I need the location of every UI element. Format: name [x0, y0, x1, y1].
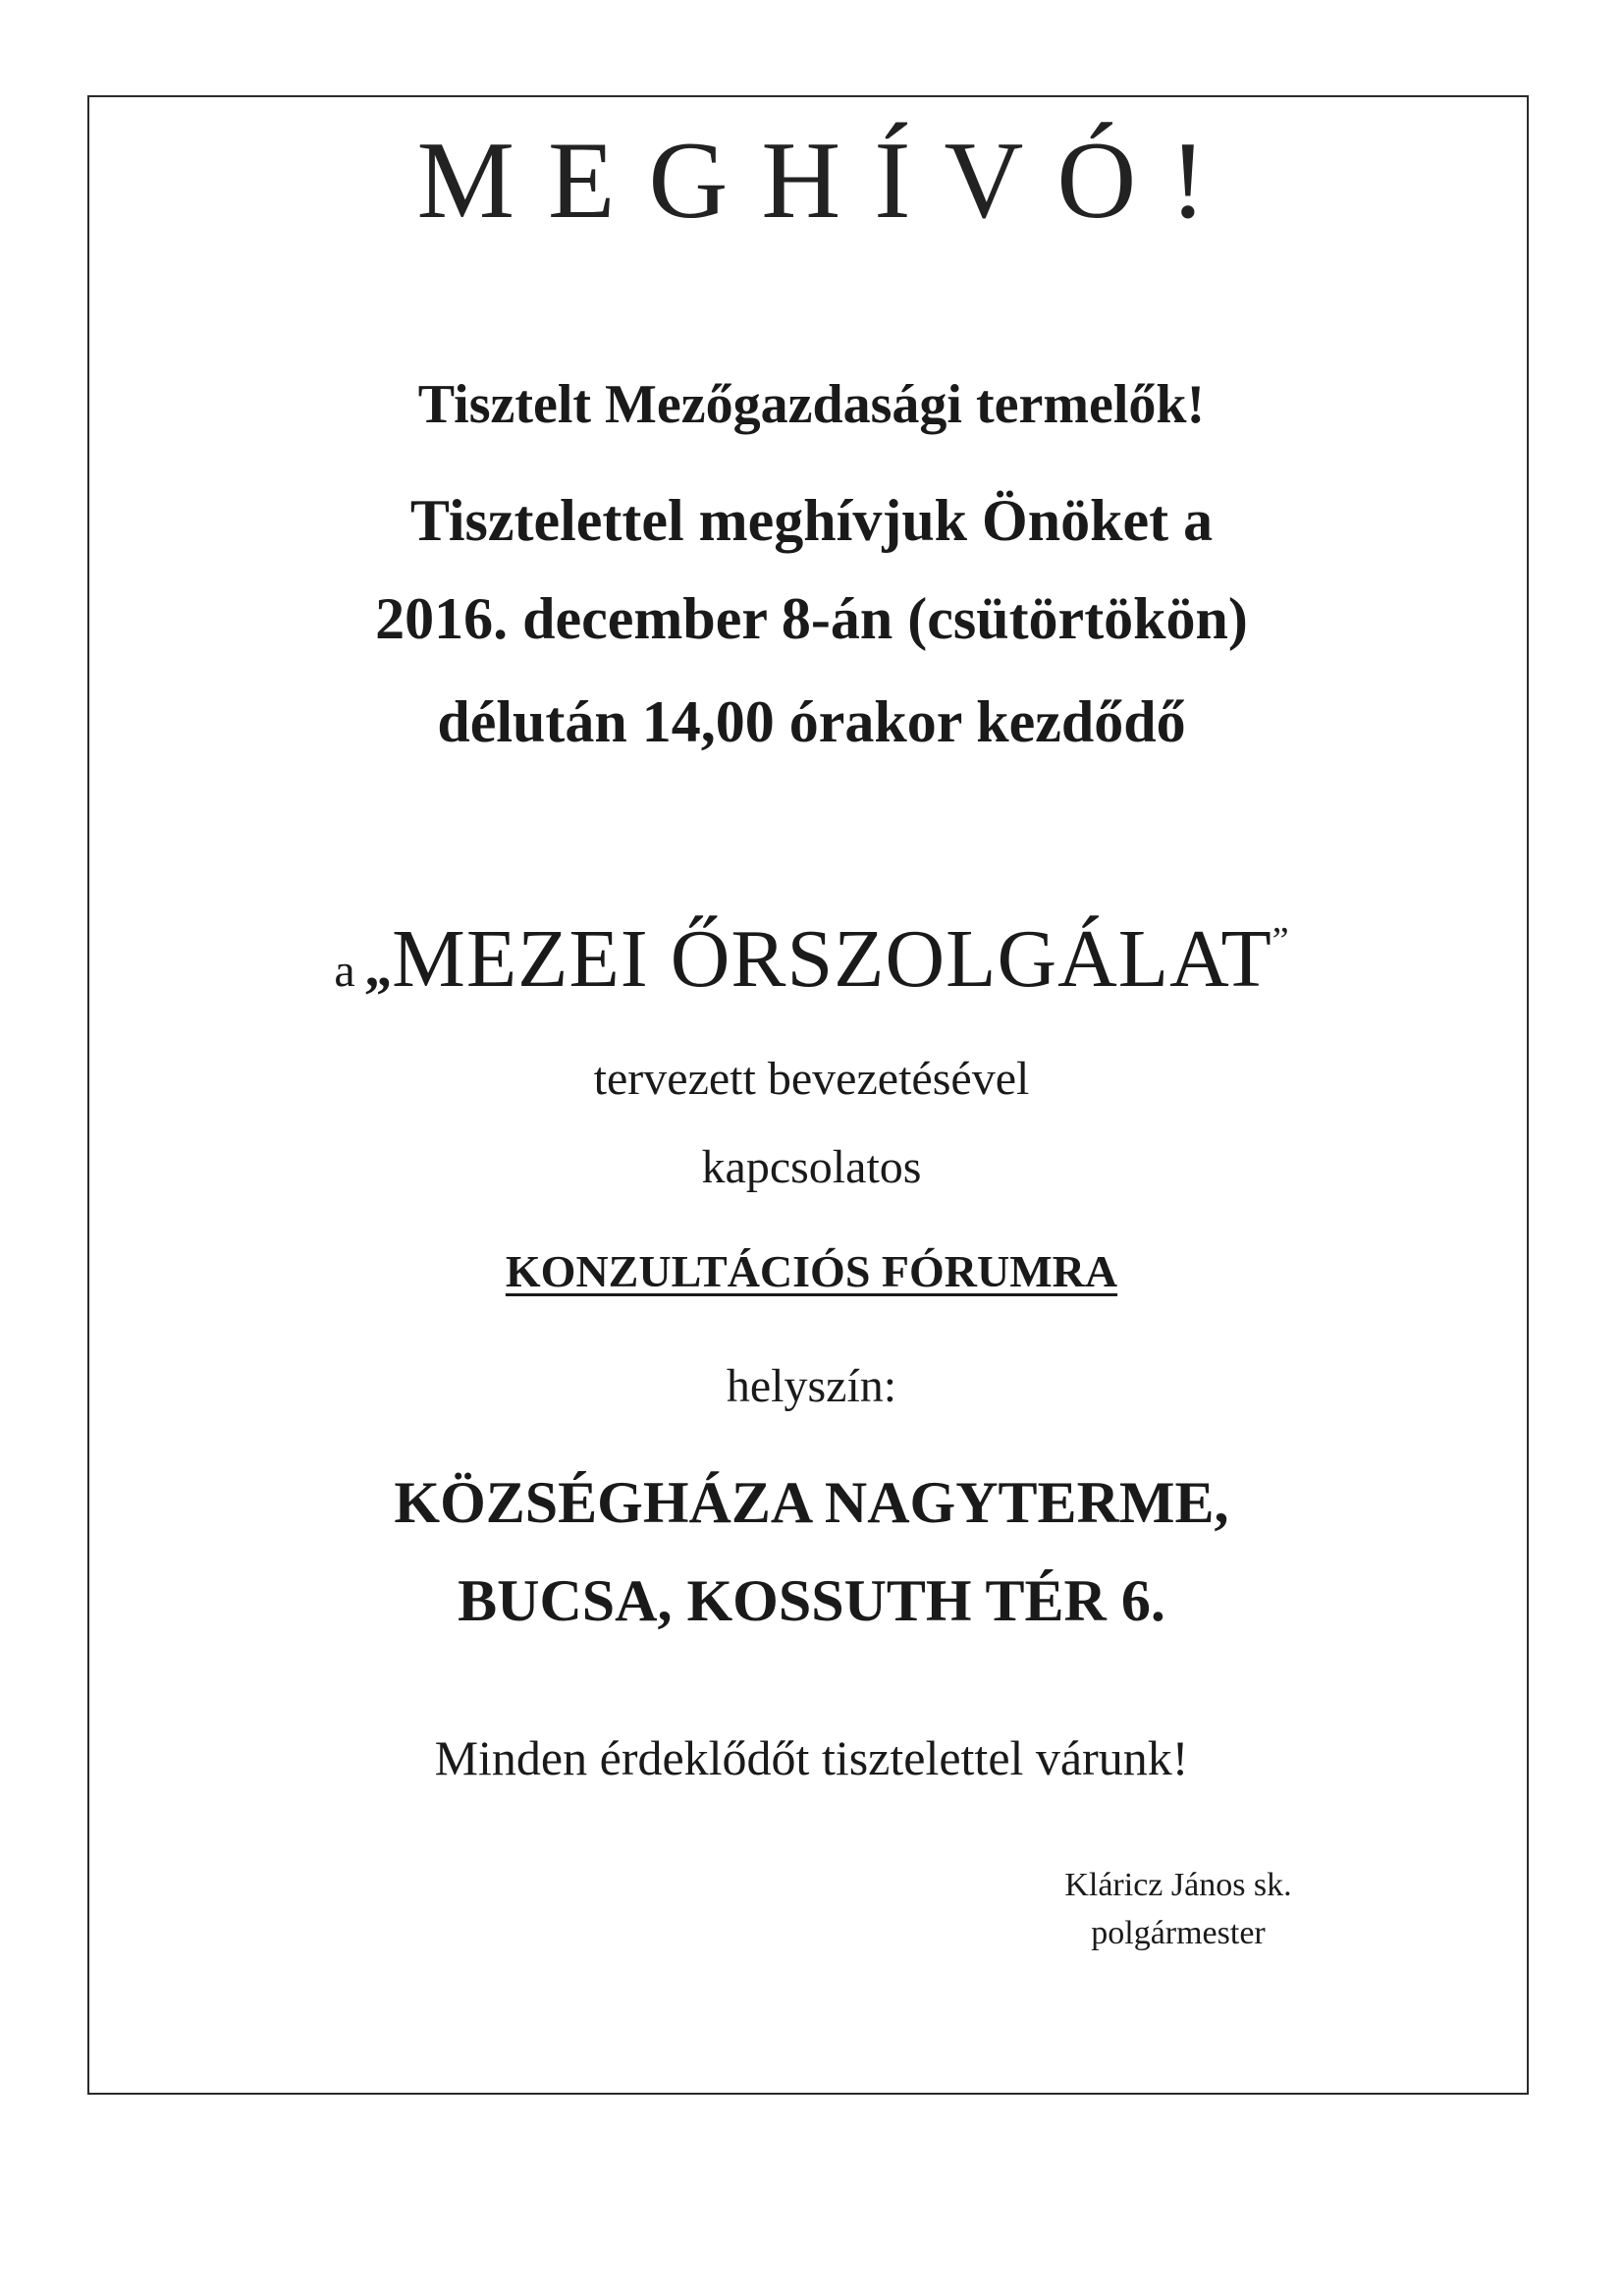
invitation-time: délután 14,00 órakor kezdődő — [437, 689, 1186, 754]
event-heading-text: KONZULTÁCIÓS FÓRUMRA — [505, 1246, 1118, 1296]
event-heading — [0, 1246, 1623, 1296]
greeting: Tisztelt Mezőgazdasági termelők! — [417, 374, 1206, 435]
details-line-1: tervezett bevezetésével — [593, 1053, 1030, 1105]
location-label: helyszín: — [726, 1360, 897, 1412]
subject-name: MEZEI ŐRSZOLGÁLAT — [392, 913, 1272, 1005]
details-line-2: kapcsolatos — [701, 1141, 922, 1193]
location-line-1: KÖZSÉGHÁZA NAGYTERME, — [394, 1470, 1229, 1535]
subject-quote-open: „ — [364, 938, 393, 999]
subject-quote-close: ” — [1271, 920, 1289, 961]
signature-name: Kláricz János sk. — [1064, 1867, 1292, 1903]
subject-line — [0, 913, 1623, 1005]
signature-role: polgármester — [1091, 1915, 1266, 1951]
subject-prefix: a — [334, 945, 355, 997]
location-line-2: BUCSA, KOSSUTH TÉR 6. — [458, 1568, 1165, 1633]
invitation-line-1: Tisztelettel meghívjuk Önöket a — [409, 488, 1214, 553]
invitation-date: 2016. december 8-án (csütörtökön) — [375, 586, 1248, 651]
document-title: MEGHÍVÓ! — [416, 120, 1240, 242]
closing-text: Minden érdeklődőt tisztelettel várunk! — [434, 1730, 1189, 1785]
